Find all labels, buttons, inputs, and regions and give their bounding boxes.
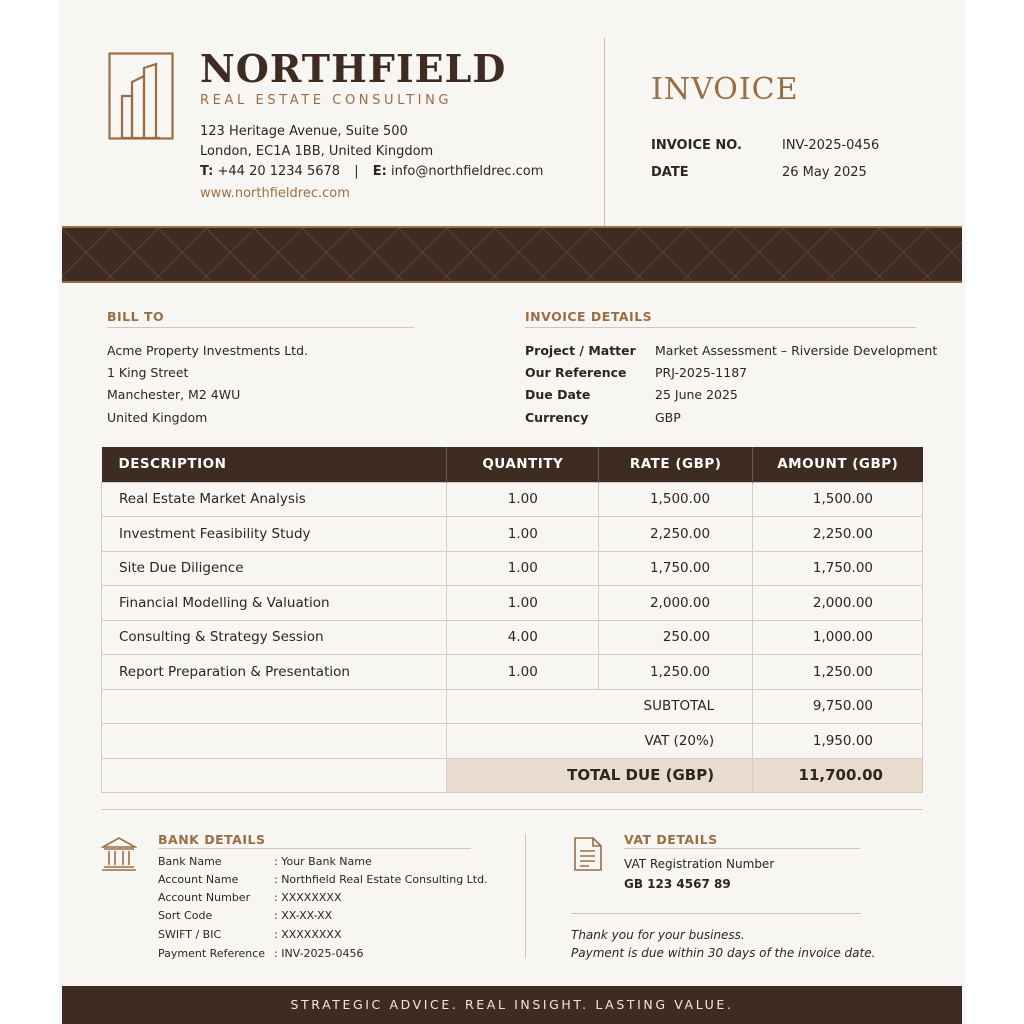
empty-cell: [102, 724, 447, 759]
item-description: Real Estate Market Analysis: [102, 482, 447, 517]
email-label: E:: [372, 164, 387, 179]
bank-field-value: : XXXXXXXX: [274, 928, 342, 941]
invoice-details-title: INVOICE DETAILS: [525, 309, 653, 324]
email-address[interactable]: info@northfieldrec.com: [390, 164, 544, 179]
bank-field-value: : Your Bank Name: [274, 855, 372, 868]
subtotal-label: SUBTOTAL: [447, 689, 753, 724]
bill-to-line: Manchester, M2 4WU: [107, 387, 241, 402]
bank-field-value: : Northfield Real Estate Consulting Ltd.: [274, 873, 488, 886]
item-quantity: 1.00: [447, 482, 599, 517]
contact-line: [200, 164, 543, 179]
bank-details-rule: [158, 848, 471, 849]
subtotal-value: 9,750.00: [753, 689, 923, 724]
bill-to-line: Acme Property Investments Ltd.: [107, 343, 308, 358]
invoice-details-rule: [525, 327, 916, 328]
item-rate: 2,250.00: [599, 517, 753, 552]
item-amount: 1,750.00: [753, 551, 923, 586]
detail-value: Market Assessment – Riverside Development: [655, 343, 938, 358]
detail-label: Our Reference: [525, 365, 627, 380]
bank-field-value: : INV-2025-0456: [274, 947, 364, 960]
item-description: Consulting & Strategy Session: [102, 620, 447, 655]
item-description: Investment Feasibility Study: [102, 517, 447, 552]
vat-registration-number: GB 123 4567 89: [624, 877, 731, 891]
item-amount: 2,250.00: [753, 517, 923, 552]
column-header-quantity: QUANTITY: [447, 447, 599, 482]
total-value: 11,700.00: [753, 758, 923, 793]
company-tagline: REAL ESTATE CONSULTING: [200, 93, 453, 108]
item-amount: 2,000.00: [753, 586, 923, 621]
address-line-2: London, EC1A 1BB, United Kingdom: [200, 144, 434, 159]
empty-cell: [102, 758, 447, 793]
table-row: [102, 586, 923, 621]
invoice-date: 26 May 2025: [782, 165, 867, 180]
company-website[interactable]: www.northfieldrec.com: [200, 186, 350, 201]
bank-field-value: : XX-XX-XX: [274, 909, 333, 922]
lattice-pattern: [62, 228, 962, 281]
vat-details-title: VAT DETAILS: [624, 832, 718, 847]
bank-icon: [101, 836, 137, 872]
table-row: [102, 551, 923, 586]
bank-field-value: : XXXXXXXX: [274, 891, 342, 904]
vat-row: [102, 724, 923, 759]
company-name: NORTHFIELD: [200, 46, 507, 91]
item-amount: 1,500.00: [753, 482, 923, 517]
bank-field-label: Account Number: [158, 891, 251, 904]
column-header-description: DESCRIPTION: [102, 447, 447, 482]
item-quantity: 1.00: [447, 655, 599, 690]
detail-value: GBP: [655, 410, 681, 425]
bank-field-label: Account Name: [158, 873, 239, 886]
table-row: [102, 517, 923, 552]
line-items-table: [101, 447, 923, 793]
thanks-rule: [571, 913, 861, 914]
item-rate: 250.00: [599, 620, 753, 655]
payment-terms-note: Payment is due within 30 days of the invoice date.: [571, 946, 876, 960]
invoice-sheet: [62, 0, 962, 1024]
detail-label: Project / Matter: [525, 343, 636, 358]
total-row: [102, 758, 923, 793]
invoice-title: INVOICE: [651, 72, 799, 107]
item-rate: 1,750.00: [599, 551, 753, 586]
item-description: Site Due Diligence: [102, 551, 447, 586]
invoice-date-label: DATE: [651, 165, 689, 180]
vat-label: VAT (20%): [447, 724, 753, 759]
bill-to-rule: [107, 327, 414, 328]
detail-value: 25 June 2025: [655, 387, 738, 402]
header-divider: [604, 38, 605, 226]
table-header-row: [102, 447, 923, 482]
item-rate: 2,000.00: [599, 586, 753, 621]
bank-details-title: BANK DETAILS: [158, 832, 266, 847]
contact-separator: |: [354, 164, 359, 179]
phone-label: T:: [200, 164, 214, 179]
bill-to-title: BILL TO: [107, 309, 165, 324]
table-row: [102, 620, 923, 655]
column-header-rate: RATE (GBP): [599, 447, 753, 482]
vat-value: 1,950.00: [753, 724, 923, 759]
item-description: Financial Modelling & Valuation: [102, 586, 447, 621]
item-quantity: 1.00: [447, 586, 599, 621]
address-line-1: 123 Heritage Avenue, Suite 500: [200, 124, 408, 139]
bank-field-label: Sort Code: [158, 909, 213, 922]
detail-label: Due Date: [525, 387, 591, 402]
invoice-number-label: INVOICE NO.: [651, 138, 742, 153]
table-row: [102, 482, 923, 517]
item-amount: 1,000.00: [753, 620, 923, 655]
footer-slogan: STRATEGIC ADVICE. REAL INSIGHT. LASTING VALUE.: [62, 986, 962, 1024]
total-label: TOTAL DUE (GBP): [447, 758, 753, 793]
empty-cell: [102, 689, 447, 724]
footer-column-divider: [525, 834, 526, 958]
vat-registration-label: VAT Registration Number: [624, 857, 775, 871]
decorative-pattern-band: [62, 226, 962, 283]
bank-field-label: SWIFT / BIC: [158, 928, 222, 941]
subtotal-row: [102, 689, 923, 724]
bill-to-line: United Kingdom: [107, 410, 208, 425]
building-logo-icon: [108, 52, 174, 140]
invoice-number: INV-2025-0456: [782, 138, 880, 153]
item-amount: 1,250.00: [753, 655, 923, 690]
section-divider: [101, 809, 923, 810]
item-quantity: 1.00: [447, 517, 599, 552]
phone-number: +44 20 1234 5678: [217, 164, 341, 179]
column-header-amount: AMOUNT (GBP): [753, 447, 923, 482]
detail-value: PRJ-2025-1187: [655, 365, 748, 380]
vat-details-rule: [624, 848, 860, 849]
item-description: Report Preparation & Presentation: [102, 655, 447, 690]
detail-label: Currency: [525, 410, 589, 425]
item-quantity: 4.00: [447, 620, 599, 655]
document-icon: [573, 836, 603, 872]
bill-to-line: 1 King Street: [107, 365, 189, 380]
bank-field-label: Bank Name: [158, 855, 222, 868]
bank-field-label: Payment Reference: [158, 947, 266, 960]
thank-you-note: Thank you for your business.: [571, 928, 745, 942]
item-rate: 1,250.00: [599, 655, 753, 690]
item-quantity: 1.00: [447, 551, 599, 586]
item-rate: 1,500.00: [599, 482, 753, 517]
table-row: [102, 655, 923, 690]
